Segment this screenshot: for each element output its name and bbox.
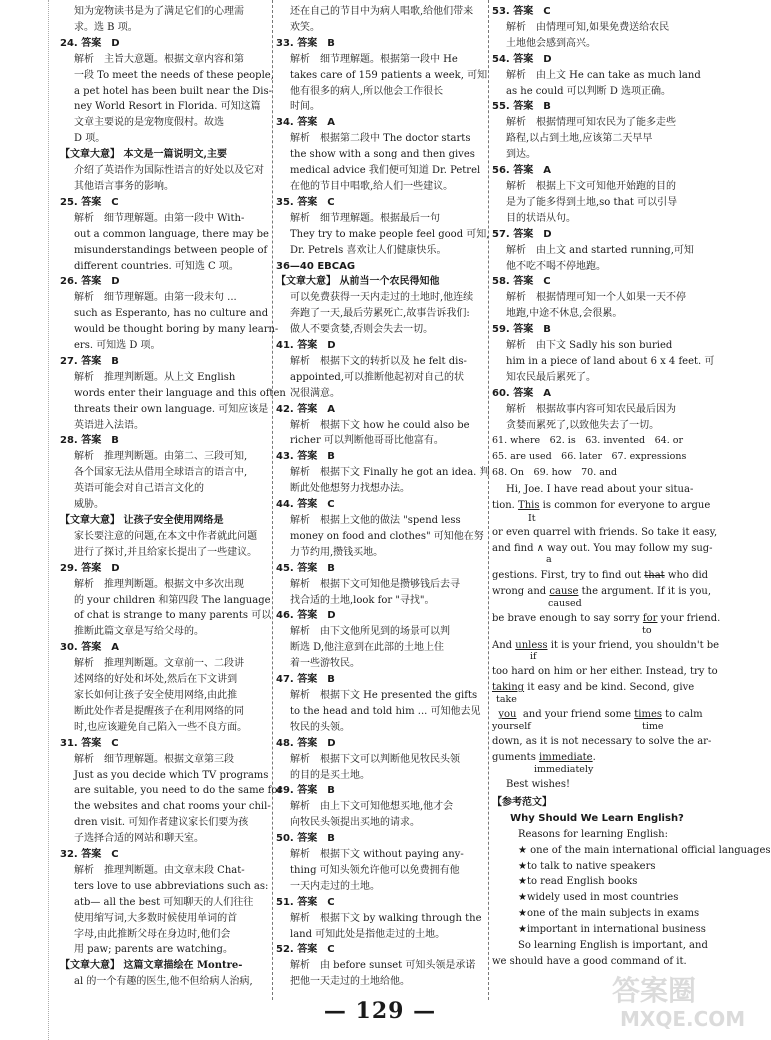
text-line: words enter their language and this often <box>74 387 286 399</box>
text-line: 牧民的头领。 <box>290 721 350 733</box>
text-line: 子选择合适的网站和聊天室。 <box>74 833 204 845</box>
error-correction-letter <box>492 482 721 793</box>
answer-line: 59. 答案 B <box>492 324 551 336</box>
answer-line: 58. 答案 C <box>492 276 551 288</box>
text-line: 解析 主旨大意题。根据文章内容和第 <box>74 53 244 65</box>
text-line: 的 your children 和第四段 The language <box>74 594 271 606</box>
text-line: 力节约用,攒钱买地。 <box>290 546 384 558</box>
answer-line: 35. 答案 C <box>276 196 335 208</box>
model-essay <box>492 795 771 970</box>
text-line: 介绍了英语作为国际性语言的好处以及它对 <box>74 165 264 177</box>
text-line: 解析 由下文他所见到的场景可以判 <box>290 626 450 638</box>
text-line: the websites and chat rooms your chil- <box>74 801 271 813</box>
answer-line: 27. 答案 B <box>60 355 119 367</box>
text-line: ney World Resort in Florida. 可知这篇 <box>74 101 261 113</box>
answer-line: 50. 答案 B <box>276 833 335 845</box>
answer-line: 30. 答案 A <box>60 642 119 654</box>
answer-line: 46. 答案 D <box>276 610 336 622</box>
text-line: money on food and clothes" 可知他在努 <box>290 530 484 542</box>
text-line: 解析 由情理可知,如果免费送给农民 <box>506 21 670 33</box>
text-line: 解析 根据下文 Finally he got an idea. 判 <box>290 467 490 479</box>
answer-line: 53. 答案 C <box>492 6 551 17</box>
text-line: as he could 可以判断 D 选项正确。 <box>506 85 672 97</box>
text-line: richer 可以判断他哥哥比他富有。 <box>290 435 444 447</box>
essay-line: gestions. First, try to find out that who did <box>492 569 709 581</box>
text-line: land 可知此处是指他走过的土地。 <box>290 928 446 940</box>
answer-line: 54. 答案 D <box>492 53 552 65</box>
text-line: 地跑,中途不休息,会很累。 <box>506 308 623 320</box>
column-divider <box>488 0 489 1000</box>
text-line: 在他的节目中唱歌,给人们一些建议。 <box>290 180 454 192</box>
text-line: 况很满意。 <box>290 387 340 399</box>
model-essay-intro: Reasons for learning English: <box>518 828 668 840</box>
essay-line: be brave enough to say sorry for your friend. <box>492 612 721 624</box>
text-line: 着一些游牧民。 <box>290 658 360 670</box>
text-line: would be thought boring by many learn- <box>74 324 279 336</box>
model-essay-item: ★one of the main subjects in exams <box>518 908 700 920</box>
answer-line: 25. 答案 C <box>60 196 119 208</box>
text-line: 文章主要说的是宠物度假村。故选 <box>74 117 224 129</box>
text-line: 奔跑了一天,最后劳累死亡,故事告诉我们: <box>290 308 470 320</box>
text-line: takes care of 159 patients a week, 可知 <box>290 69 488 81</box>
text-line: dren visit. 可知作者建议家长们要为孩 <box>74 817 249 829</box>
answer-line: 43. 答案 B <box>276 451 335 463</box>
answer-line: 44. 答案 C <box>276 499 335 511</box>
essay-line: too hard on him or her either. Instead, try to <box>492 666 718 678</box>
model-essay-item: ★ one of the main international official languages <box>518 844 771 856</box>
text-line: 一段 To meet the needs of these people, <box>74 69 274 81</box>
text-line: medical advice 我们便可知道 Dr. Petrel <box>290 165 481 177</box>
text-line: 解析 根据下文可以判断他见牧民头领 <box>290 753 460 765</box>
answer-line: 32. 答案 C <box>60 849 119 861</box>
summary-heading: 【文章大意】 本文是一篇说明文,主要 <box>60 149 227 161</box>
text-line: al 的一个有趣的医生,他不但给病人治病, <box>74 976 253 988</box>
essay-line: and find ∧ way out. You may follow my sug- <box>492 542 713 554</box>
text-line: of chat is strange to many parents 可以 <box>74 610 272 622</box>
text-line: 还在自己的节目中为病人唱歌,给他们带来 <box>290 6 474 17</box>
text-line: 目的状语从句。 <box>506 212 576 224</box>
essay-line: taking it easy and be kind. Second, give <box>492 682 695 694</box>
essay-line: And unless it is your friend, you shouldn't be <box>492 639 720 651</box>
text-line: 的目的是买土地。 <box>290 769 370 781</box>
text-line: 解析 根据情理可知农民为了能多走些 <box>506 117 676 129</box>
text-line: Dr. Petrels 喜欢让人们健康快乐。 <box>290 244 447 256</box>
answer-line: 34. 答案 A <box>276 117 335 129</box>
text-line: thing 可知头领允许他可以免费拥有他 <box>290 864 460 876</box>
text-line: 求。选 B 项。 <box>74 21 138 33</box>
text-line: 解析 根据下文的转折以及 he felt dis- <box>290 355 467 367</box>
text-line: 到达。 <box>506 149 536 161</box>
text-line: 贪婪而累死了,以致他失去了一切。 <box>506 419 660 431</box>
text-line: ters love to use abbreviations such as: <box>74 880 269 892</box>
text-line: 解析 由下文 Sadly his son buried <box>506 340 673 352</box>
text-line: 解析 推理判断题。文章前一、二段讲 <box>74 658 244 670</box>
answer-line: 48. 答案 D <box>276 737 336 749</box>
correction-word: a <box>546 553 552 565</box>
text-line: 解析 由上文 and started running,可知 <box>506 244 694 256</box>
text-line: 解析 根据下文 He presented the gifts <box>290 689 478 701</box>
text-line: are suitable, you need to do the same for <box>74 785 283 797</box>
text-line: 时,也应该避免自己陷入一些不良方面。 <box>74 721 248 733</box>
text-line: a pet hotel has been built near the Dis- <box>74 85 272 97</box>
svg-text:答案圈: 答案圈 <box>612 974 697 1007</box>
answer-line: 49. 答案 B <box>276 785 335 797</box>
text-line: 解析 推理判断题。由文章末段 Chat- <box>74 864 245 876</box>
text-line: 家长要注意的问题,在本文中作者就此问题 <box>74 530 258 542</box>
essay-line: guments immediate. <box>492 752 596 764</box>
essay-line: Best wishes! <box>506 778 570 790</box>
text-line: 土地他会感到高兴。 <box>506 37 596 49</box>
text-line: to the head and told him ... 可知他去见 <box>290 705 481 717</box>
answer-line: 29. 答案 D <box>60 562 120 574</box>
text-line: 英语进入法语。 <box>74 419 144 431</box>
text-line: 用 paw; parents are watching。 <box>74 944 233 956</box>
watermark-logo <box>606 968 744 1034</box>
text-line: 解析 根据下文 by walking through the <box>290 912 482 924</box>
column-divider <box>272 0 273 1000</box>
text-line: 欢笑。 <box>290 21 320 33</box>
text-line: 英语可能会对自己语言文化的 <box>74 483 204 495</box>
text-line: 向牧民头领提出买地的请求。 <box>290 817 420 829</box>
text-line: 进行了探讨,并且给家长提出了一些建议。 <box>74 546 258 558</box>
answer-line: 24. 答案 D <box>60 37 120 49</box>
correction-word: take <box>496 694 517 706</box>
text-line: atb— all the best 可知聊天的人们往往 <box>74 896 254 908</box>
text-line: 知农民最后累死了。 <box>506 371 596 383</box>
summary-heading: 【文章大意】 让孩子安全使用网络是 <box>60 515 224 526</box>
text-line: such as Esperanto, has no culture and <box>74 308 269 320</box>
text-line: 解析 根据情理可知一个人如果一天不停 <box>506 292 686 304</box>
text-line: the show with a song and then gives <box>290 149 475 161</box>
text-line: 解析 细节理解题。根据第一段中 He <box>290 53 458 65</box>
essay-line: tion. This is common for everyone to argue <box>492 500 711 512</box>
text-line: 断此处作者是提醒孩子在利用网络的同 <box>74 705 244 717</box>
text-line: 把他一天走过的土地给他。 <box>290 976 410 988</box>
text-line: 一天内走过的土地。 <box>290 880 380 892</box>
text-line: 解析 由 before sunset 可知头领是承诺 <box>290 960 476 972</box>
svg-text:MXQE.COM: MXQE.COM <box>620 1007 746 1031</box>
text-line: 路程,以占到土地,应该第二天早早 <box>506 133 653 145</box>
watermark-graphic <box>606 968 744 1034</box>
model-essay-item: ★to read English books <box>518 876 638 888</box>
correction-word: yourself time <box>492 721 664 733</box>
correction-word: if <box>530 651 537 663</box>
answer-line: 55. 答案 B <box>492 101 551 113</box>
text-line: 解析 根据上下文可知他开始跑的目的 <box>506 180 676 192</box>
text-line: 65. are used 66. later 67. expressions <box>492 451 687 463</box>
text-line: appointed,可以推断他起初对自己的状 <box>290 371 464 383</box>
text-line: him in a piece of land about 6 x 4 feet. 可 <box>506 355 715 367</box>
text-line: 做人不要贪婪,否则会失去一切。 <box>290 324 434 336</box>
text-line: 解析 根据故事内容可知农民最后因为 <box>506 403 676 415</box>
text-line: 其他语言事务的影响。 <box>74 180 174 192</box>
text-line: 解析 根据上文他的做法 "spend less <box>290 515 461 526</box>
column-left <box>60 4 286 990</box>
model-essay-title: Why Should We Learn English? <box>510 812 684 824</box>
text-line: 威胁。 <box>74 499 104 511</box>
text-line: 可以免费获得一天内走过的土地时,他连续 <box>290 292 474 304</box>
answer-line: 41. 答案 D <box>276 340 336 352</box>
model-essay-list <box>492 843 771 938</box>
text-line: 他不吃不喝不停地跑。 <box>506 260 606 272</box>
text-line: 解析 根据下文 without paying any- <box>290 849 464 861</box>
essay-line: you and your friend some times to calm <box>498 709 703 721</box>
model-essay-header: 【参考范文】 <box>492 796 552 808</box>
text-line: 他有很多的病人,所以他会工作很长 <box>290 85 444 97</box>
text-line: 解析 推理判断题。从上文 English <box>74 371 236 383</box>
answer-line: 33. 答案 B <box>276 37 335 49</box>
answer-line: 56. 答案 A <box>492 165 551 177</box>
answer-line: 45. 答案 B <box>276 562 335 574</box>
model-essay-closing: we should have a good command of it. <box>492 955 687 967</box>
answer-line: 51. 答案 C <box>276 896 335 908</box>
answer-line: 42. 答案 A <box>276 403 335 415</box>
text-line: 使用缩写词,大多数时候使用单词的首 <box>74 912 238 924</box>
text-line: out a common language, there may be <box>74 228 269 240</box>
model-essay-item: ★widely used in most countries <box>518 892 679 904</box>
text-line: 各个国家无法从借用全球语言的语言中, <box>74 467 248 479</box>
text-line: threats their own language. 可知应该是 <box>74 403 269 415</box>
model-essay-closing: So learning English is important, and <box>518 940 708 952</box>
essay-line: Hi, Joe. I have read about your situa- <box>506 484 694 496</box>
column-right <box>492 4 771 970</box>
text-line: Just as you decide which TV programs <box>74 769 269 781</box>
answer-line: 60. 答案 A <box>492 387 551 399</box>
text-line: misunderstandings between people of <box>74 244 268 256</box>
text-line: 解析 根据第二段中 The doctor starts <box>290 133 471 145</box>
model-essay-item: ★to talk to native speakers <box>518 860 656 872</box>
text-line: 找合适的土地,look for "寻找"。 <box>290 594 435 606</box>
text-line: 字母,由此推断父母在身边时,他们会 <box>74 928 231 940</box>
text-line: 解析 细节理解题。由第一段中 With- <box>74 212 245 224</box>
text-line: 家长如何让孩子安全使用网络,由此推 <box>74 689 238 701</box>
answers-53-70 <box>492 4 715 481</box>
answer-line: 47. 答案 B <box>276 674 335 686</box>
text-line: different countries. 可知选 C 项。 <box>74 260 239 272</box>
text-line: 解析 推理判断题。根据文中多次出现 <box>74 578 244 590</box>
summary-heading: 【文章大意】 从前当一个农民得知他 <box>276 276 440 288</box>
text-line: 断此处他想努力找想办法。 <box>290 483 410 495</box>
text-line: 解析 根据下文可知他是攒够钱后去寻 <box>290 578 460 590</box>
text-line: 解析 由上下文可知他想买地,他才会 <box>290 801 454 813</box>
answer-line: 28. 答案 B <box>60 435 119 447</box>
text-line: 知为宠物读书是为了满足它们的心理需 <box>74 6 244 17</box>
text-line: ers. 可知选 D 项。 <box>74 340 161 352</box>
text-line: 解析 细节理解题。根据最后一句 <box>290 212 440 224</box>
answer-line: 26. 答案 D <box>60 276 120 288</box>
model-essay-item: ★important in international business <box>518 924 706 936</box>
text-line: 推断此篇文章是写给父母的。 <box>74 626 204 638</box>
correction-word: immediately <box>534 763 594 775</box>
text-line: D 项。 <box>74 133 106 145</box>
text-line: 解析 细节理解题。由第一段末句 ... <box>74 292 237 304</box>
text-line: 68. On 69. how 70. and <box>492 467 618 479</box>
text-line: 解析 推理判断题。由第二、三段可知, <box>74 451 248 463</box>
text-line: 述网络的好处和坏处,然后在下文讲到 <box>74 674 238 686</box>
text-line: They try to make people feel good 可知, <box>290 228 490 240</box>
text-line: 解析 根据下文 how he could also be <box>290 419 470 431</box>
answer-line: 31. 答案 C <box>60 737 119 749</box>
answer-line: 57. 答案 D <box>492 228 552 240</box>
correction-word: to <box>642 624 652 636</box>
essay-line: wrong and cause the argument. If it is you, <box>492 585 711 597</box>
binding-edge <box>48 0 49 1040</box>
column-middle <box>276 4 488 990</box>
correction-word: It <box>528 513 536 524</box>
text-line: 时间。 <box>290 101 320 113</box>
text-line: 36—40 EBCAG <box>276 260 356 272</box>
text-line: 解析 细节理解题。根据文章第三段 <box>74 753 234 765</box>
text-line: 是为了能多得到土地,so that 可以引导 <box>506 196 678 208</box>
correction-word: caused <box>548 597 582 609</box>
page-number: — 129 — <box>323 998 437 1024</box>
essay-line: down, as it is not necessary to solve the ar- <box>492 736 712 748</box>
answer-line: 52. 答案 C <box>276 944 335 956</box>
summary-heading: 【文章大意】 这篇文章描绘在 Montre- <box>60 960 243 972</box>
text-line: 解析 由上文 He can take as much land <box>506 69 701 81</box>
text-line: 断选 D,他注意到在此部的土地上住 <box>290 642 445 654</box>
text-line: 61. where 62. is 63. invented 64. or <box>492 435 684 447</box>
essay-line: or even quarrel with friends. So take it easy, <box>492 527 718 538</box>
